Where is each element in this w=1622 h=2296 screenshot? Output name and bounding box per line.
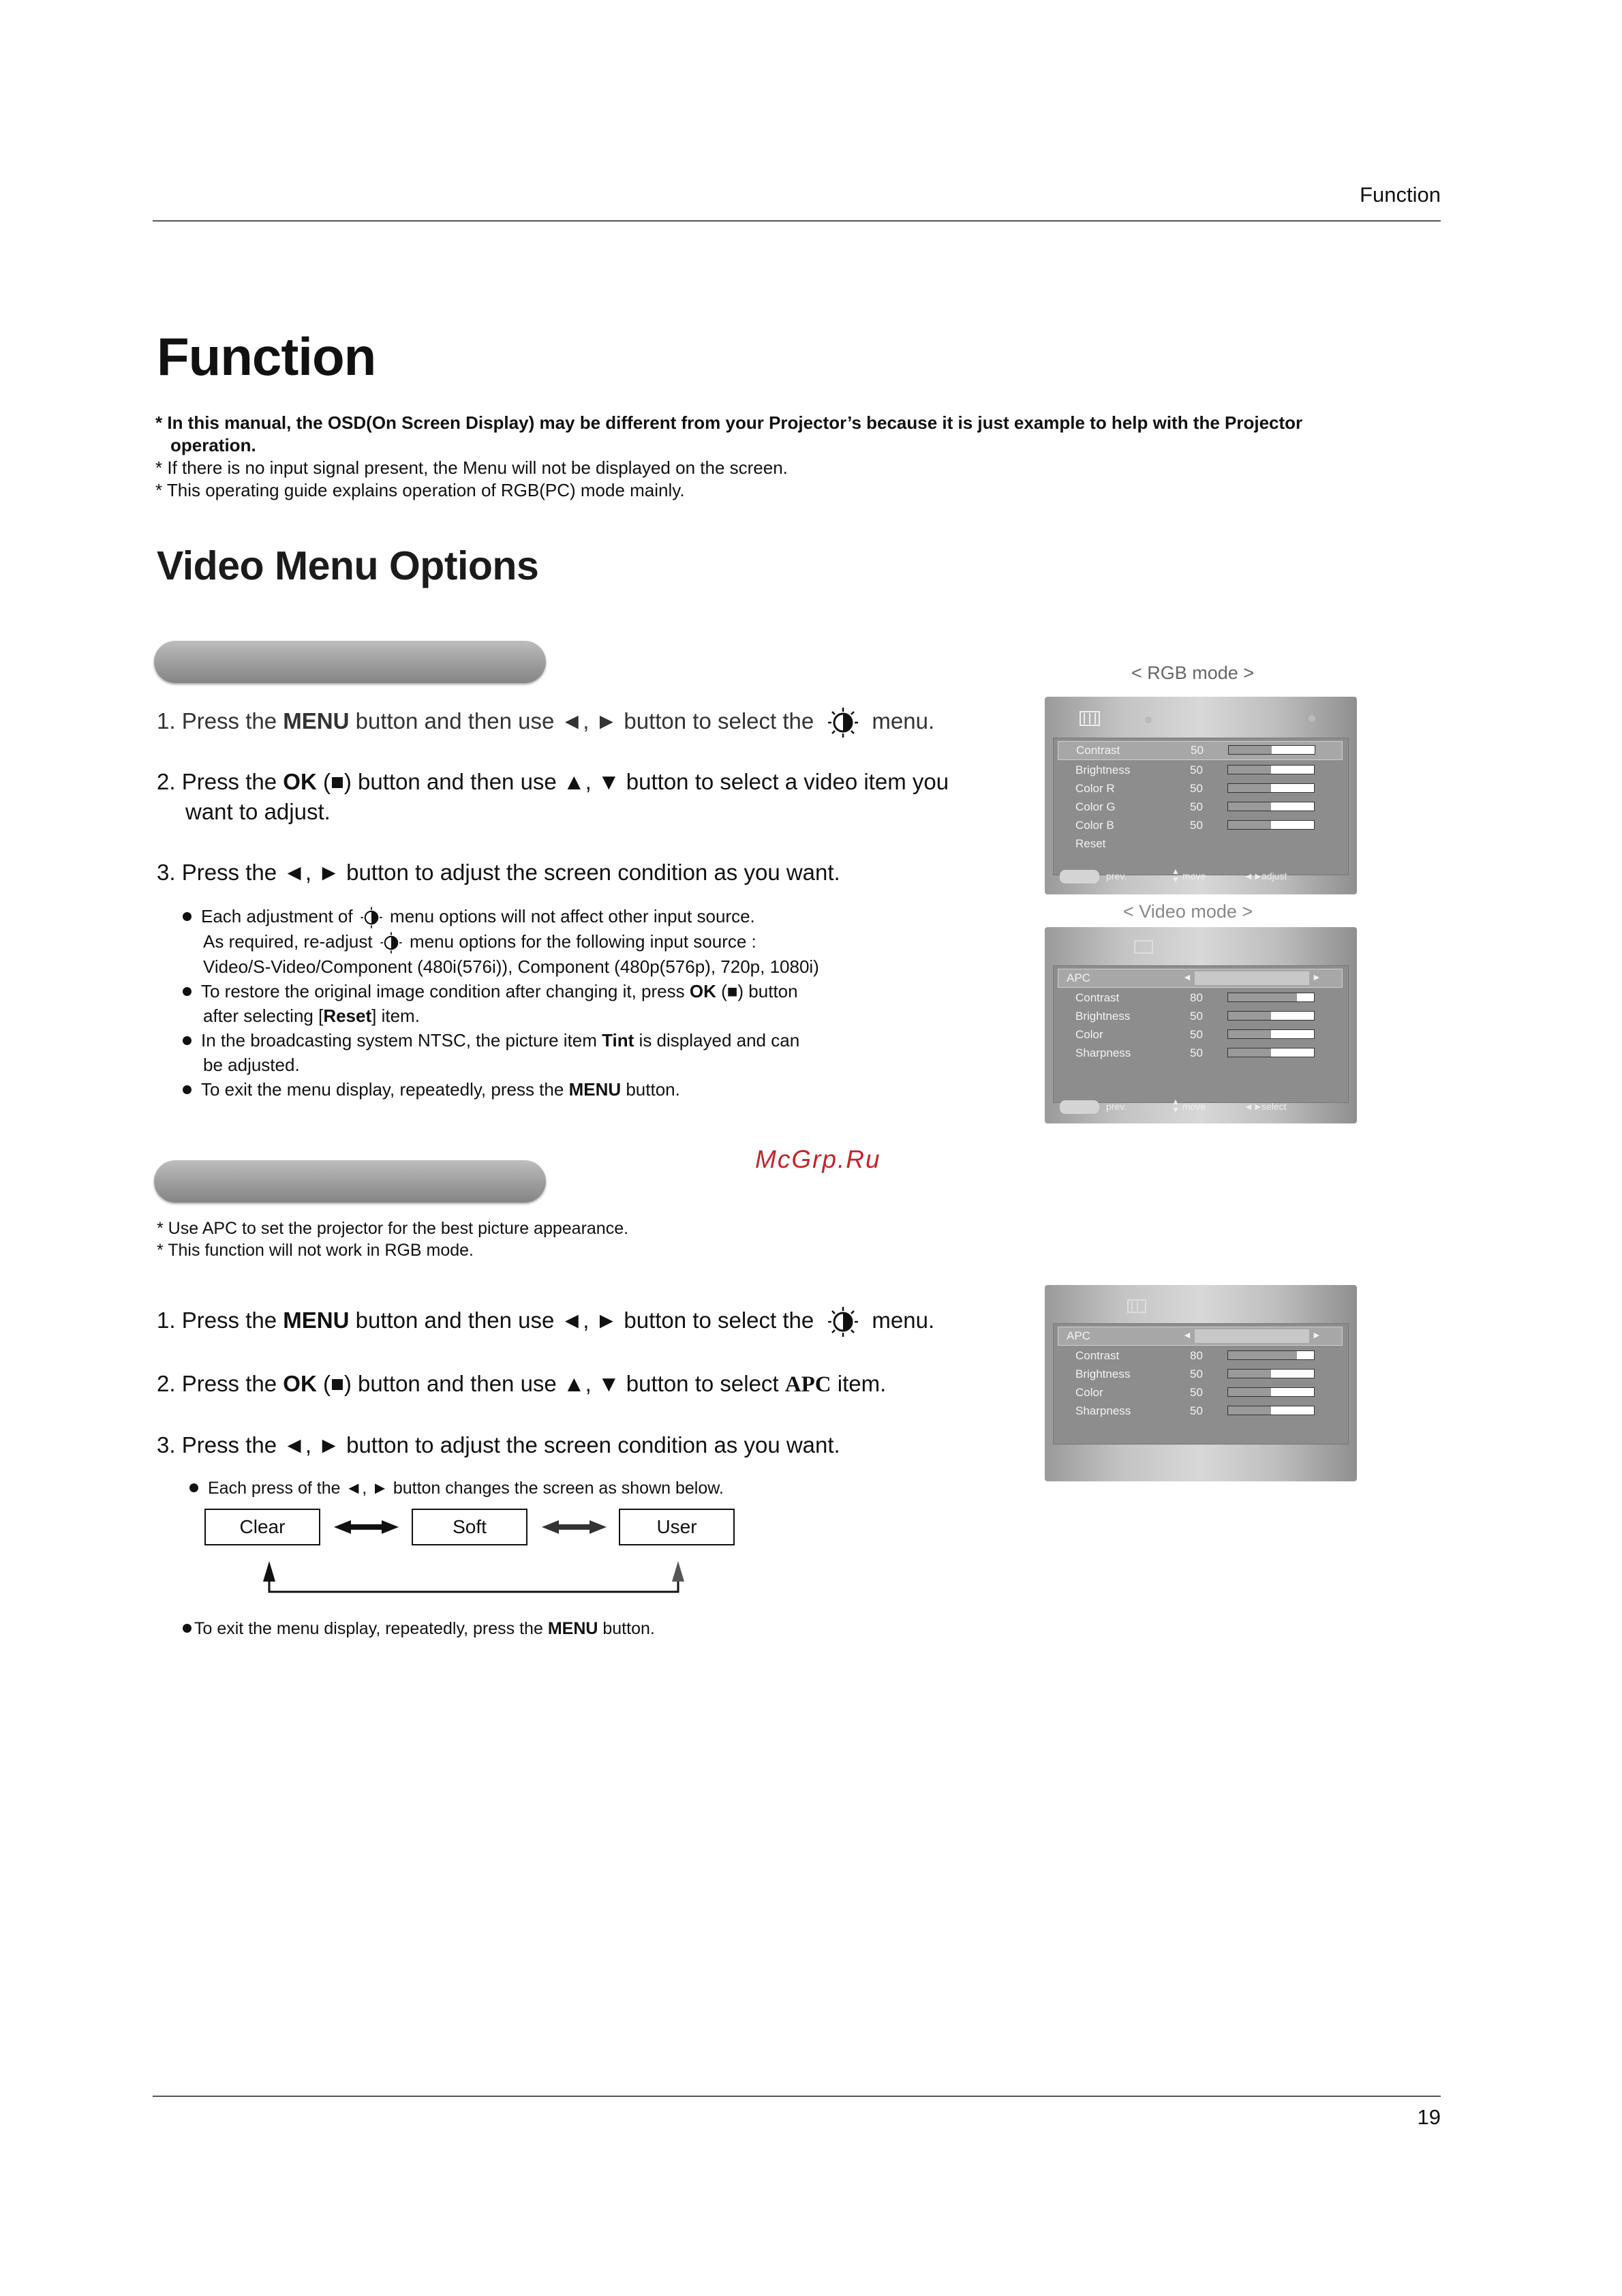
step-3: 3. Press the ◄, ► button to adjust the screen condition as you want. <box>157 860 840 885</box>
osd-row-apc: APC ◄ ► <box>1058 1327 1343 1346</box>
osd-row-contrast: Contrast 80 <box>1075 989 1334 1007</box>
osd-footer: prev. ▲ ▼ move ◄► select <box>1053 1095 1349 1118</box>
mode-cycle-arrows <box>198 1513 756 1602</box>
osd-row-color-g: Color G 50 <box>1075 798 1334 816</box>
osd-tab-icons <box>1053 705 1349 736</box>
osd-row-brightness: Brightness 50 <box>1075 761 1334 779</box>
osd-rgb-panel <box>1053 738 1349 875</box>
page-title: Function <box>157 327 376 387</box>
apc-step-1: 1. Press the MENU button and then use ◄, ► button to select the menu. <box>157 1305 995 1338</box>
osd-row-brightness: Brightness 50 <box>1075 1008 1334 1025</box>
apc-step-3: 3. Press the ◄, ► button to adjust the screen condition as you want. <box>157 1432 840 1457</box>
mode-user: User <box>619 1509 735 1545</box>
osd-tab-bar <box>1053 1292 1349 1322</box>
osd-footer: prev. ▲ ▼ move ◄► adjust <box>1053 864 1349 888</box>
apc-bullet-1: Each press of the ◄, ► button changes the screen as shown below. <box>189 1476 912 1500</box>
running-header: Function <box>1360 183 1441 207</box>
apc-step-2: 2. Press the OK (■) button and then use ▲, ▼ button to select APC item. <box>157 1371 887 1397</box>
picture-menu-icon <box>378 931 405 954</box>
picture-menu-icon <box>824 706 862 739</box>
osd-video-panel <box>1053 965 1349 1103</box>
note-osd-cont: operation. <box>170 435 256 455</box>
video-mode-caption: < Video mode > <box>1123 901 1253 922</box>
step-1: 1. Press the MENU button and then use ◄, ► button to select the menu. <box>157 706 995 739</box>
osd-tab-bar <box>1053 934 1349 964</box>
osd-row-sharpness: Sharpness 50 <box>1075 1402 1334 1420</box>
osd-rgb-menu <box>1045 697 1357 894</box>
osd-apc-panel <box>1053 1323 1349 1445</box>
note-rgb-mode: * This operating guide explains operation of RGB(PC) mode mainly. <box>155 480 685 500</box>
osd-row-reset: Reset <box>1075 837 1106 850</box>
osd-row-color-r: Color R 50 <box>1075 780 1334 798</box>
osd-row-brightness: Brightness 50 <box>1075 1365 1334 1383</box>
section-heading-bar <box>154 641 546 683</box>
osd-row-color: Color 50 <box>1075 1384 1334 1402</box>
picture-menu-icon <box>824 1305 862 1338</box>
osd-row-contrast: Contrast 80 <box>1075 1347 1334 1365</box>
osd-tab-bar <box>1053 705 1349 739</box>
note-osd: * In this manual, the OSD(On Screen Display) may be different from your Projector’s because it is just example to help with the Projector <box>155 412 1303 433</box>
note-no-signal: * If there is no input signal present, the Menu will not be displayed on the screen. <box>155 457 788 478</box>
apc-bullet-2: To exit the menu display, repeatedly, press the MENU button. <box>183 1616 905 1641</box>
page-number: 19 <box>1417 2105 1441 2129</box>
apc-notes: * Use APC to set the projector for the best picture appearance. * This function will not work in RGB mode. <box>157 1219 629 1260</box>
osd-video-menu <box>1045 927 1357 1123</box>
osd-row-color: Color 50 <box>1075 1026 1334 1044</box>
osd-row-apc: APC ◄ ► <box>1058 969 1343 988</box>
footer-rule <box>153 2096 1441 2097</box>
osd-row-sharpness: Sharpness 50 <box>1075 1044 1334 1062</box>
intro-notes <box>155 412 1437 502</box>
picture-menu-icon <box>358 906 385 929</box>
section-title: Video Menu Options <box>157 543 539 588</box>
notes-list: Each adjustment of menu options will not affect other input source. As required, re-adjust menu options for the following input source : Video/S-Video/Component (480i(576i)), Component (480p(576p), 720p, 1080i) To restore the original image condition after changing it, press OK (■) button after selecting [Reset] item. In the broadcasting system NTSC, the picture item Tint is displayed and can be adjusted. To exit the menu display, repeatedly, press the MENU button. <box>183 904 905 1102</box>
header-rule <box>153 220 1441 222</box>
step-2: 2. Press the OK (■) button and then use ▲, ▼ button to select a video item you want to adjust. <box>157 769 949 824</box>
mode-clear: Clear <box>204 1509 320 1545</box>
rgb-mode-caption: < RGB mode > <box>1131 663 1255 683</box>
section-heading-bar <box>154 1160 546 1203</box>
watermark: McGrp.Ru <box>755 1145 881 1173</box>
osd-apc-menu <box>1045 1285 1357 1481</box>
osd-row-contrast: Contrast 50 <box>1058 741 1343 760</box>
mode-soft: Soft <box>412 1509 527 1545</box>
osd-row-color-b: Color B 50 <box>1075 817 1334 834</box>
